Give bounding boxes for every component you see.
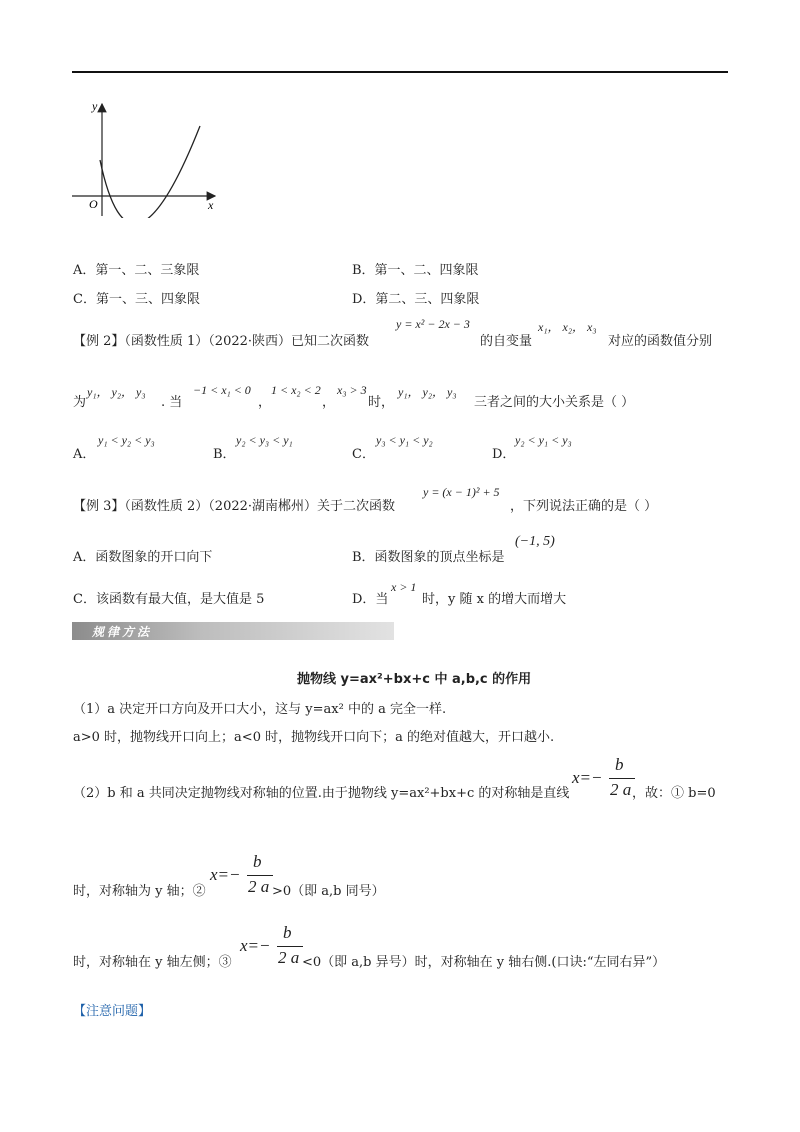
- section-p5-post: <0（即 a,b 异号）时，对称轴在 y 轴右侧.(口诀:“左同右异”）: [302, 955, 666, 970]
- ex2-opt-a: y₁ < y₂ < y₃: [98, 433, 155, 447]
- ex2-func: y = x² − 2x − 3: [396, 317, 470, 331]
- ex3-opt-b: B．函数图象的顶点坐标是: [352, 550, 505, 565]
- ex2-text2: 的自变量: [480, 334, 533, 349]
- q1-option-c: C．第一、三、四象限: [73, 292, 200, 307]
- ex3-line1: [73, 495, 395, 514]
- ex2-cond2: 1 < x₂ < 2: [271, 383, 321, 397]
- ex2-opt-b: y₂ < y₃ < y₁: [236, 433, 293, 447]
- section-p3-end: ，故：① b=0: [632, 786, 716, 801]
- ex3-tag: 【例 3】: [73, 499, 125, 514]
- ex2-tag: 【例 2】: [73, 334, 125, 349]
- ex2-opt-d: y₂ < y₁ < y₃: [515, 433, 572, 447]
- ex3-text2: ，下列说法正确的是（ ）: [510, 499, 658, 514]
- ex3-opt-a: A．函数图象的开口向下: [73, 550, 213, 565]
- ex2-text1: （函数性质 1）（2022·陕西）已知二次函数: [124, 334, 370, 349]
- q1-option-a: A．第一、二、三象限: [73, 263, 200, 278]
- ex3-func: y = (x − 1)² + 5: [423, 485, 500, 499]
- ex3-opt-d-pre: D．当: [352, 592, 389, 607]
- ex2-ys-2: y₁， y₂， y₃: [398, 385, 457, 399]
- frac2-den: 2 a: [248, 877, 270, 896]
- ex2-vars: x₁， x₂， x₃: [538, 320, 597, 334]
- ex2-opt-c-letter: C．: [352, 447, 375, 462]
- origin-label: O: [89, 197, 98, 211]
- section-p4-post: >0（即 a,b 同号）: [272, 884, 385, 899]
- frac2-num: b: [253, 852, 262, 871]
- comma-1: ，: [258, 395, 272, 410]
- q1-option-d: D．第二、三、四象限: [352, 292, 480, 307]
- y-axis-label: y: [92, 99, 98, 113]
- ex2-opt-c: y₃ < y₁ < y₂: [376, 433, 433, 447]
- section-p1: （1）a 决定开口方向及开口大小，这与 y=ax² 中的 a 完全一样.: [73, 702, 447, 717]
- frac3-bar: [277, 946, 303, 947]
- frac3-num: b: [283, 923, 292, 942]
- ex2-opt-d-letter: D．: [492, 447, 516, 462]
- frac1-den: 2 a: [610, 780, 632, 799]
- q1-option-b: B．第一、二、四象限: [352, 263, 479, 278]
- ex2-opt-a-letter: A．: [73, 447, 96, 462]
- header-rule: [72, 71, 728, 73]
- ex2-ys: y₁， y₂， y₃: [87, 385, 146, 399]
- frac1-bar: [609, 778, 635, 779]
- ex2-text7: 三者之间的大小关系是（ ）: [474, 395, 635, 410]
- frac3-den: 2 a: [278, 948, 300, 967]
- ex3-text1: （函数性质 2）（2022·湖南郴州）关于二次函数: [124, 499, 396, 514]
- comma-2: ，: [322, 395, 336, 410]
- section-p5-pre: 时，对称轴在 y 轴左侧；③: [73, 955, 232, 970]
- section-p2: a>0 时，抛物线开口向上；a<0 时，抛物线开口向下；a 的绝对值越大，开口越小.: [73, 730, 555, 745]
- ex3-opt-d-cond: x > 1: [391, 580, 417, 594]
- frac1-lhs: x=−: [572, 768, 603, 787]
- note-heading: 【注意问题】: [73, 1004, 152, 1019]
- ex3-opt-d-post: 时，y 随 x 的增大而增大: [422, 592, 567, 607]
- ex2-text6: 时，: [368, 395, 395, 410]
- ex2-text5: . 当: [161, 395, 183, 410]
- parabola-curve: [100, 126, 200, 218]
- axis-fraction-3: [240, 923, 310, 973]
- ex2-opt-b-letter: B．: [213, 447, 236, 462]
- ex2-line1: [73, 330, 369, 349]
- ex2-cond1: −1 < x₁ < 0: [193, 383, 251, 397]
- x-axis-label: x: [208, 198, 214, 212]
- section-title: 抛物线 y=ax²+bx+c 中 a,b,c 的作用: [297, 672, 532, 687]
- axis-fraction-2: [210, 852, 280, 902]
- ex3-opt-c: C．该函数有最大值，是大值是 5: [73, 592, 265, 607]
- ex3-opt-b-val: (−1, 5): [515, 534, 555, 549]
- frac1-num: b: [615, 755, 624, 774]
- section-p4-pre: 时，对称轴为 y 轴；②: [73, 884, 206, 899]
- ex2-text3: 对应的函数值分别: [608, 334, 713, 349]
- frac3-lhs: x=−: [240, 936, 271, 955]
- section-banner: [72, 622, 394, 640]
- parabola-graph: [70, 98, 220, 218]
- frac2-lhs: x=−: [210, 865, 241, 884]
- ex2-text4: 为: [73, 395, 87, 410]
- section-p3: （2）b 和 a 共同决定抛物线对称轴的位置.由于抛物线 y=ax²+bx+c 的对称轴是直线: [73, 786, 570, 801]
- section-banner-label: 规律方法: [92, 625, 153, 639]
- ex2-cond3: x₃ > 3: [337, 383, 367, 397]
- frac2-bar: [247, 875, 273, 876]
